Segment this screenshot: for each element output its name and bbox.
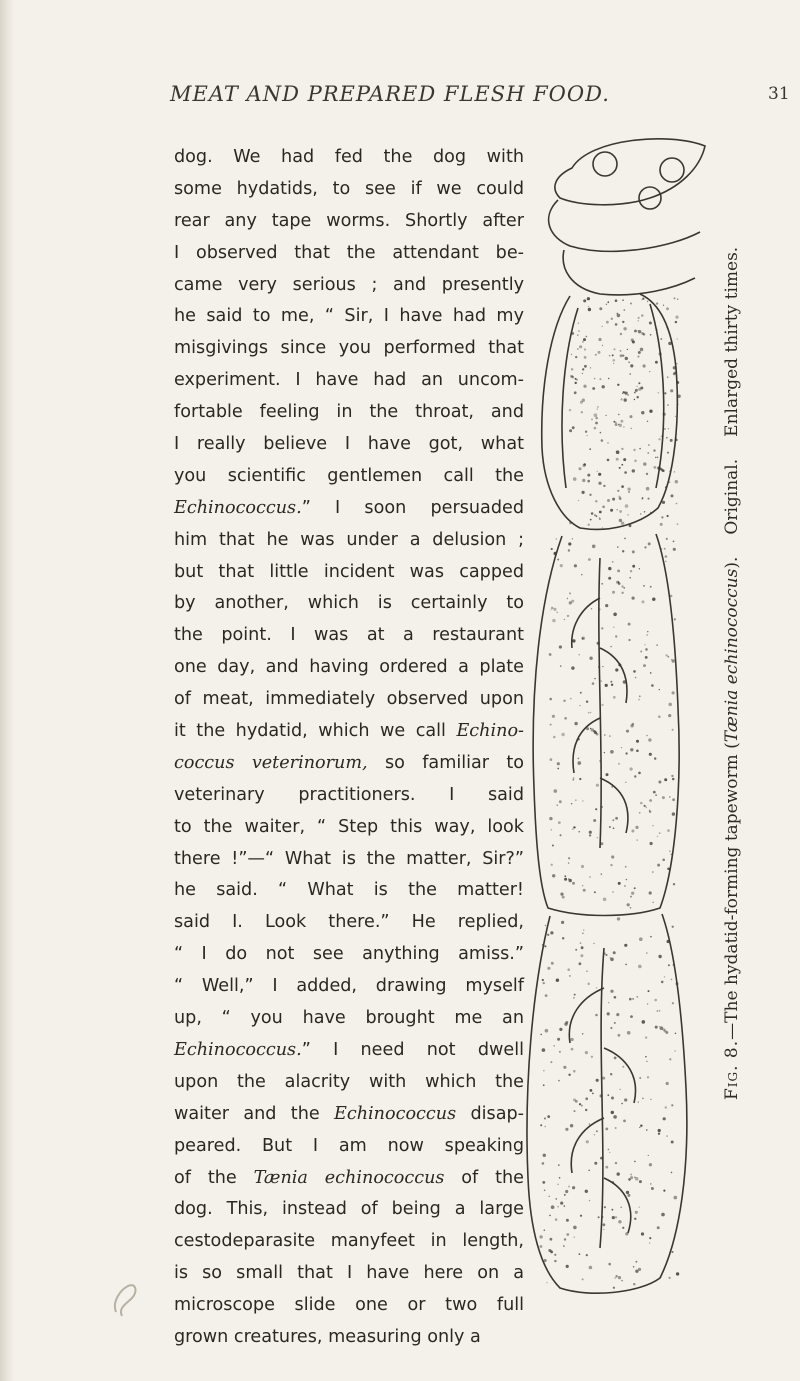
text-run: he said. “ What is the matter! <box>174 880 524 901</box>
text-line <box>174 1258 524 1290</box>
text-line <box>174 493 524 525</box>
text-line <box>174 1290 524 1322</box>
sucker <box>660 158 684 182</box>
text-line <box>174 620 524 652</box>
text-run: one day, and having ordered a plate <box>174 657 524 678</box>
italic-run: Echinococcus. <box>174 497 302 518</box>
text-run: of the <box>174 1167 254 1188</box>
text-run: dog. We had fed the dog with <box>174 147 524 167</box>
text-line <box>174 270 524 302</box>
running-title: MEAT AND PREPARED FLESH FOOD. <box>170 82 610 106</box>
segment-2 <box>533 534 679 916</box>
text-line <box>174 652 524 684</box>
segment-1-inner <box>650 304 664 488</box>
text-run: disap- <box>456 1103 524 1124</box>
neck-outline <box>563 250 695 295</box>
text-line <box>174 1226 524 1258</box>
text-line <box>174 875 524 907</box>
italic-run: Echinococcus <box>334 1103 457 1124</box>
text-line <box>174 1131 524 1163</box>
text-line <box>174 1322 524 1354</box>
text-line <box>174 812 524 844</box>
tapeworm-illustration <box>500 128 710 1308</box>
italic-run: Tænia echinococcus <box>253 1167 445 1188</box>
segment-3 <box>527 914 687 1293</box>
text-run: I observed that the attendant be- <box>174 242 524 263</box>
text-run: microscope slide one or two full <box>174 1295 524 1316</box>
text-run: of the <box>444 1167 524 1188</box>
text-run: dog. This, instead of being a large <box>174 1199 524 1220</box>
text-run: it the hydatid, which we call <box>174 721 457 742</box>
text-line <box>174 1163 524 1195</box>
text-line <box>174 301 524 333</box>
text-line <box>174 1035 524 1067</box>
body-text <box>174 142 524 1354</box>
text-line <box>174 557 524 589</box>
text-line <box>174 684 524 716</box>
text-run: experiment. I have had an uncom- <box>174 370 524 391</box>
text-run: ” I soon persuaded <box>301 497 524 518</box>
text-run: so familiar to <box>367 752 524 773</box>
text-run: waiter and the <box>174 1103 335 1124</box>
text-run: I really believe I have got, what <box>174 434 524 455</box>
caption-close: ). <box>722 556 742 569</box>
text-run: misgivings since you performed that <box>174 338 524 359</box>
text-line <box>174 206 524 238</box>
text-run: “ I do not see anything amiss.” <box>174 944 524 965</box>
text-line <box>174 397 524 429</box>
neck-outline <box>549 200 700 251</box>
text-run: of meat, immediately observed upon <box>174 689 524 710</box>
text-line <box>174 1067 524 1099</box>
text-line <box>174 588 524 620</box>
italic-run: coccus veterinorum, <box>174 752 368 773</box>
text-run: said I. Look there.” He replied, <box>174 912 524 933</box>
text-run: fortable feeling in the throat, and <box>174 402 524 423</box>
text-line <box>174 939 524 971</box>
caption-original: Original. <box>722 458 742 535</box>
text-run: cestodeparasite manyfeet in length, <box>174 1231 524 1252</box>
text-run: to the waiter, “ Step this way, look <box>174 816 524 837</box>
text-line <box>174 907 524 939</box>
uterus-branches <box>572 558 628 848</box>
text-line <box>174 365 524 397</box>
caption-species: Tænia echinococcus <box>722 568 742 743</box>
text-run: upon the alacrity with which the <box>174 1071 524 1092</box>
text-line <box>174 1099 524 1131</box>
uterus-branches <box>569 948 635 1248</box>
text-run: some hydatids, to see if we could <box>174 178 524 199</box>
text-line <box>174 780 524 812</box>
caption-text: —The hydatid-forming tapeworm ( <box>722 742 742 1040</box>
text-run: came very serious ; and presently <box>174 274 524 295</box>
text-run: you scientific gentlemen call the <box>174 465 524 486</box>
text-run: up, “ you have brought me an <box>174 1008 524 1029</box>
text-run: there !”—“ What is the matter, Sir?” <box>174 848 524 869</box>
segment-1-inner <box>562 308 578 488</box>
text-line <box>174 1194 524 1226</box>
text-run: rear any tape worms. Shortly after <box>174 210 524 231</box>
text-line <box>174 174 524 206</box>
text-run: veterinary practitioners. I said <box>174 784 524 805</box>
scolex-outline <box>555 139 705 205</box>
text-line <box>174 748 524 780</box>
text-run: is so small that I have here on a <box>174 1263 524 1284</box>
text-run: he said to me, “ Sir, I have had my <box>174 306 524 327</box>
text-line <box>174 333 524 365</box>
sucker <box>593 152 617 176</box>
caption-enlarged: Enlarged thirty times. <box>722 246 742 437</box>
text-line <box>174 238 524 270</box>
text-line <box>174 971 524 1003</box>
text-line <box>174 142 524 174</box>
text-run: the point. I was at a restaurant <box>174 625 524 646</box>
text-line <box>174 844 524 876</box>
text-run: him that he was under a delusion ; <box>174 529 524 550</box>
text-line <box>174 525 524 557</box>
text-run: peared. But I am now speaking <box>174 1135 524 1156</box>
text-line <box>174 716 524 748</box>
italic-run: Echinococcus. <box>174 1039 302 1060</box>
text-run: grown creatures, measuring only a <box>174 1326 481 1347</box>
stippling-dots <box>539 297 680 1289</box>
text-run: but that little incident was capped <box>174 561 524 582</box>
page-number: 31 <box>768 84 790 104</box>
figure-caption <box>718 100 746 1100</box>
text-run: “ Well,” I added, drawing myself <box>174 976 524 997</box>
italic-run: Echino- <box>456 721 524 742</box>
caption-label: Fig. 8. <box>722 1039 742 1100</box>
text-line <box>174 461 524 493</box>
text-run: ” I need not dwell <box>301 1039 524 1060</box>
text-line <box>174 429 524 461</box>
text-run: by another, which is certainly to <box>174 593 524 614</box>
page-spine-shadow <box>0 0 14 1381</box>
text-line <box>174 1003 524 1035</box>
ink-mark <box>98 1262 158 1322</box>
